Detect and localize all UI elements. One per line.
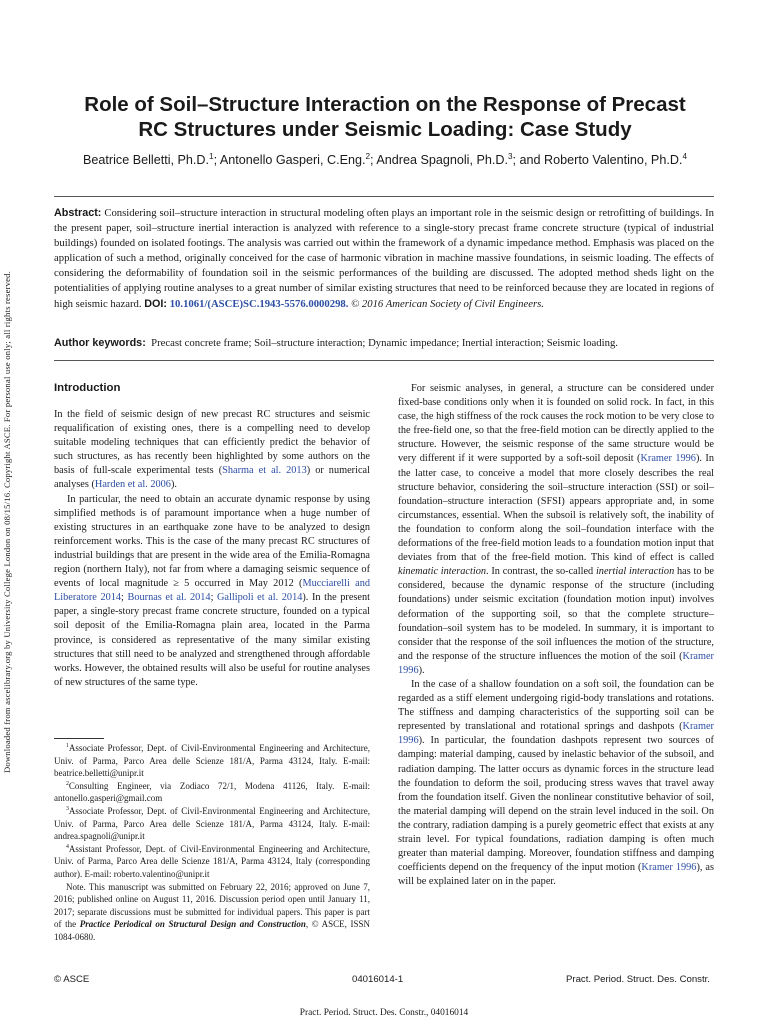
citation-link[interactable]: Mucciarelli and Liberatore 2014	[54, 578, 370, 604]
term-inertial-interaction: inertial interaction	[595, 566, 675, 578]
author-affiliation-mark: 2	[365, 151, 371, 161]
footer-article-number: 04016014-1	[352, 974, 404, 985]
author-name: Beatrice Belletti, Ph.D.	[83, 153, 209, 167]
title-line-1: Role of Soil–Structure Interaction on the Response of Precast	[84, 93, 686, 116]
doi-link[interactable]: 10.1061/(ASCE)SC.1943-5576.0000298.	[169, 297, 349, 310]
author-affiliation-mark: 1	[209, 151, 214, 161]
author-keywords	[54, 337, 714, 349]
abstract-top-rule	[54, 196, 714, 197]
footnote-rule	[54, 738, 104, 739]
paragraph: For seismic analyses, in general, a structure can be considered under fixed-base conditions only when it is founded on solid rock. In fact, in this case, the high stiffness of the rock causes the rock motion to be very close to the free-field one, so that the free-field motion can be directly applied to the structure. However, the seismic response of the same structure would be very different if it were supported by a soft-soil deposit (Kramer 1996). In the latter case, to conceive a model that more closely describes the real structure behavior, considering the soil–structure interaction (SSI) or soil–foundation–structure interaction (SFSI) appears appropriate and, in some circumstances, essential. When the subsoil is relatively soft, the inability of the foundation to conform along the soil–foundation interface with the deformations of the free-field motion leads to a foundation motion input that deviates from that of the free-field motion. This kind of effect is called kinematic interaction. In contrast, the so-called inertial interaction has to be considered, because the dynamic response of the structure (including foundations) under seismic excitation (foundation motion input) involves deformation of the supporting soil, so that the complete structure–foundation–soil system has to be modeled. In summary, it is important to consider that the response of the soil influences the motion of the structure, and the response of the structure influences the motion of the soil (Kramer 1996).	[398, 383, 714, 676]
citation-link[interactable]: Harden et al. 2006	[94, 479, 171, 491]
journal-name: Practice Periodical on Structural Design and Construction	[79, 919, 306, 930]
citation-link[interactable]: Kramer 1996	[641, 862, 697, 874]
paragraph: In the field of seismic design of new precast RC structures and seismic requalification of existing ones, there is a compelling need to develop suitable modeling techniques that can efficiently predict the behavior of such structures, as has recently been highlighted by some authors on the basis of full-scale experimental tests (Sharma et al. 2013) or numerical analyses (Harden et al. 2006).	[54, 409, 370, 491]
footnotes	[54, 742, 370, 944]
paragraph: In the case of a shallow foundation on a soft soil, the foundation can be regarded as a stiff element undergoing rigid-body translations and rotations. The stiffness and damping characteristics of the supporting soil can be represented by translational and rotational springs and dashpots (Kramer 1996). In particular, the foundation dashpots represent two sources of damping: material damping, caused by inelastic behavior of the subsoil, and radiation damping. The latter occurs as dynamic forces in the structure lead the foundation to deform the soil, producing stress waves that travel away from the foundation itself. Given the nonlinear constitutive behavior of soil, the material damping will depend on the strain level induced in the soil. On the contrary, radiation damping is a purely geometric effect that exists at any strain level. For typical foundations, radiation damping is often much greater than material damping. Moreover, foundation stiffness and damping coefficients depend on the frequency of the input motion (Kramer 1996), as will be explained later on in the paper.	[398, 678, 715, 888]
author-name: ; Andrea Spagnoli, Ph.D.	[370, 153, 508, 167]
footer-publisher: © ASCE	[54, 974, 90, 985]
download-notice: Downloaded from ascelibrary.org by University College London on 08/15/16. Copyright ASCE. For personal use only; all rights reserved.	[2, 270, 12, 774]
footnote: $^3$Associate Professor, Dept. of Civil-Environmental Engineering and Architecture, Univ. of Parma, Parco Area delle Scienze 181/A, Parma 43124, Italy. E-mail: andrea.spagnoli@unipr.it	[54, 805, 370, 842]
footer-journal: Pract. Period. Struct. Des. Constr.	[566, 974, 710, 985]
keywords-text: Precast concrete frame; Soil–structure interaction; Dynamic impedance; Inertial interaction; Seismic loading.	[151, 337, 618, 349]
footnote: $^4$Assistant Professor, Dept. of Civil-Environmental Engineering and Architecture, Univ. of Parma, Parco Area delle Scienze 181/A, Parma 43124, Italy (corresponding author). E-mail: roberto.valentino@unipr.it	[54, 843, 370, 879]
citation-link[interactable]: Sharma et al. 2013	[222, 465, 307, 477]
title-line-2: RC Structures under Seismic Loading: Case Study	[138, 118, 632, 141]
section-heading-introduction: Introduction	[54, 382, 121, 394]
author-name: ; Antonello Gasperi, C.Eng.	[213, 153, 366, 167]
paper-title	[40, 92, 730, 142]
left-column	[54, 408, 370, 690]
author-affiliation-mark: 3	[507, 151, 513, 161]
keywords-label: Author keywords:	[54, 337, 146, 349]
paragraph: In particular, the need to obtain an accurate dynamic response by using simplified methods is of paramount importance when a huge number of existing structures in an earthquake zone have to be analyzed to design reinforcement works. This is the case of the many precast RC structures of industrial buildings that are present in the wide area of the Emilia-Romagna region (northern Italy), not far from where a damaging seismic sequence of events of local magnitude ≥ 5 occurred in May 2012 (Mucciarelli and Liberatore 2014; Bournas et al. 2014; Gallipoli et al. 2014). In the present paper, a single-story precast frame concrete structure, founded on a typical soil deposit of the Emilia-Romagna plain area, located in the Parma province, is considered as representative of the many similar existing structures that still need to be analyzed and strengthened through affordable works. However, the obtained results will also be useful for routine analyses of new structures of the same type.	[54, 493, 370, 688]
doi-label: DOI:	[144, 297, 168, 310]
citation-link[interactable]: Kramer 1996	[398, 650, 714, 676]
abstract-bottom-rule	[54, 360, 714, 361]
author-name: ; and Roberto Valentino, Ph.D.	[512, 153, 683, 167]
footnote: $^2$Consulting Engineer, via Zodiaco 72/1, Modena 41126, Italy. E-mail: antonello.gasperi@gmail.com	[54, 780, 370, 804]
abstract-text: Considering soil–structure interaction in structural modeling often plays an important role in the seismic design or retrofitting of buildings. In the present paper, soil–structure inertial interaction is analyzed with reference to a single-story precast frame concrete structure (typical of industrial buildings) founded on isolated footings. The analysis was carried out within the framework of a dynamic impedance method. Emphasis was placed on the application of such a method, originally conceived for the case of harmonic vibration in machine massive foundations, in seismic loading. The effects of considering the deformability of foundation soil in the seismic performances of the building are discussed. The adopted method sheds light on the potentialities of applying routine analyses to a great number of similar existing structures that need to be reinforced because they are located in regions of high seismic hazard.	[54, 207, 715, 310]
term-kinematic-interaction: kinematic interaction	[398, 566, 486, 578]
citation-link[interactable]: Gallipoli et al. 2014	[217, 592, 303, 604]
author-list	[40, 153, 730, 167]
abstract-label: Abstract:	[54, 207, 102, 219]
footnote: $^1$Associate Professor, Dept. of Civil-Environmental Engineering and Architecture, Univ. of Parma, Parco Area delle Scienze 181/A, Parma 43124, Italy. E-mail: beatrice.belletti@unipr.it	[54, 743, 370, 779]
submission-note: Note. This manuscript was submitted on February 22, 2016; approved on June 7, 2016; published online on August 11, 2016. Discussion period open until January 11, 2017; separate discussions must be submitted for individual papers. This paper is part of the Practice Periodical on Structural Design and Construction, © ASCE, ISSN 1084-0680.	[54, 881, 371, 942]
right-column	[398, 382, 714, 889]
bottom-citation-line: Pract. Period. Struct. Des. Constr., 04016014	[299, 1008, 469, 1018]
abstract	[54, 206, 714, 312]
author-affiliation-mark: 4	[682, 151, 687, 161]
abstract-copyright: © 2016 American Society of Civil Engineers.	[351, 297, 544, 310]
citation-link[interactable]: Bournas et al. 2014	[127, 592, 211, 604]
citation-link[interactable]: Kramer 1996	[640, 453, 696, 465]
citation-link[interactable]: Kramer 1996	[398, 721, 714, 747]
